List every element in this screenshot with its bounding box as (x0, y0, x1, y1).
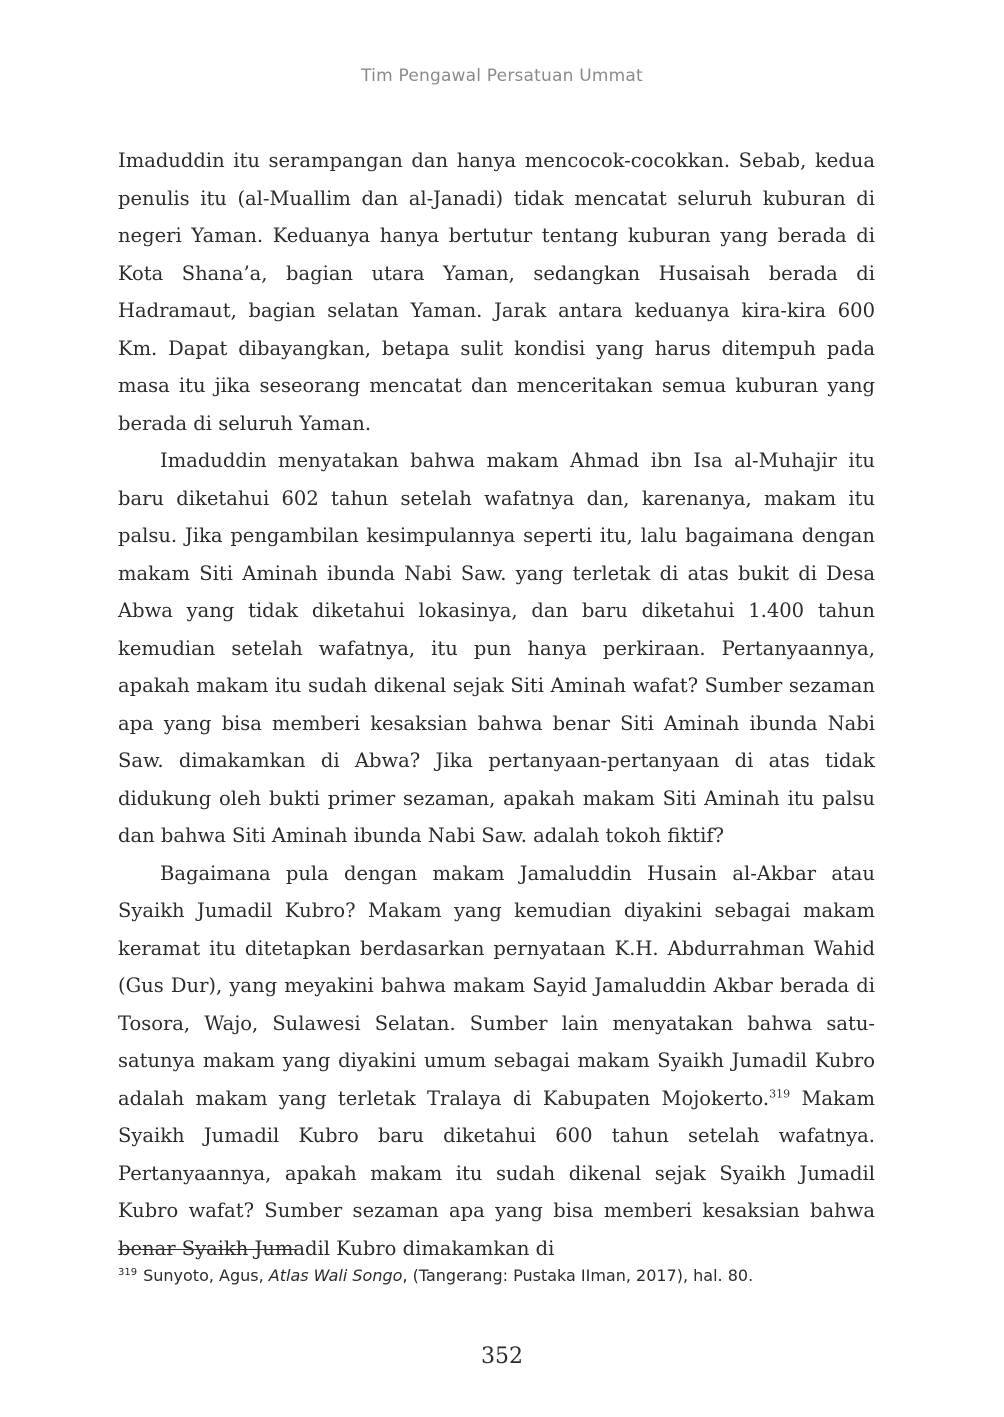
footnote-divider (118, 1249, 296, 1250)
footnote-number: 319 (118, 1266, 138, 1278)
footnote-text-a: Sunyoto, Agus, (143, 1266, 269, 1285)
paragraph-3-text-b: Makam Syaikh Jumadil Kubro baru diketahui 600 tahun setelah wafatnya. Pertanyaannya, apakah makam itu sudah dikenal sejak Syaikh Jumadil Kubro wafat? Sumber sezaman apa yang bisa memberi kesaksian bahwa benar Syaikh Jumadil Kubro dimakamkan di (118, 1086, 875, 1260)
paragraph-2: Imaduddin menyatakan bahwa makam Ahmad ibn Isa al-Muhajir itu baru diketahui 602 tahun setelah wafatnya dan, karenanya, makam itu palsu. Jika pengambilan kesimpulannya seperti itu, lalu bagaimana dengan makam Siti Aminah ibunda Nabi Saw. yang terletak di atas bukit di Desa Abwa yang tidak diketahui lokasinya, dan baru diketahui 1.400 tahun kemudian setelah wafatnya, itu pun hanya perkiraan. Pertanyaannya, apakah makam itu sudah dikenal sejak Siti Aminah wafat? Sumber sezaman apa yang bisa memberi kesaksian bahwa benar Siti Aminah ibunda Nabi Saw. dimakamkan di Abwa? Jika pertanyaan-pertanyaan di atas tidak didukung oleh bukti primer sezaman, apakah makam Siti Aminah itu palsu dan bahwa Siti Aminah ibunda Nabi Saw. adalah tokoh fiktif? (118, 449, 875, 847)
body-text (118, 142, 875, 1267)
footnote-text-b: , (Tangerang: Pustaka IIman, 2017), hal. 80. (402, 1266, 754, 1285)
footnote-book-title: Atlas Wali Songo (268, 1266, 403, 1285)
paragraph-3-text-a: Bagaimana pula dengan makam Jamaluddin Husain al-Akbar atau Syaikh Jumadil Kubro? Makam yang kemudian diyakini sebagai makam keramat itu ditetapkan berdasarkan pernyataan K.H. Abdurrahman Wahid (Gus Dur), yang meyakini bahwa makam Sayid Jamaluddin Akbar berada di Tosora, Wajo, Sulawesi Selatan. Sumber lain menyatakan bahwa satu-satunya makam yang diyakini umum sebagai makam Syaikh Jumadil Kubro adalah makam yang terletak Tralaya di Kabupaten Mojokerto. (118, 861, 875, 1110)
running-header: Tim Pengawal Persatuan Ummat (361, 66, 643, 86)
paragraph-3 (118, 855, 875, 1268)
page-number: 352 (481, 1344, 523, 1369)
footnote-reference[interactable]: 319 (769, 1087, 791, 1100)
footnote (118, 1265, 875, 1287)
paragraph-1: Imaduddin itu serampangan dan hanya mencocok-cocokkan. Sebab, kedua penulis itu (al-Muallim dan al-Janadi) tidak mencatat seluruh kuburan di negeri Yaman. Keduanya hanya bertutur tentang kuburan yang berada di Kota Shana’a, bagian utara Yaman, sedangkan Husaisah berada di Hadramaut, bagian selatan Yaman. Jarak antara keduanya kira-kira 600 Km. Dapat dibayangkan, betapa sulit kondisi yang harus ditempuh pada masa itu jika seseorang mencatat dan menceritakan semua kuburan yang berada di seluruh Yaman. (118, 149, 875, 435)
